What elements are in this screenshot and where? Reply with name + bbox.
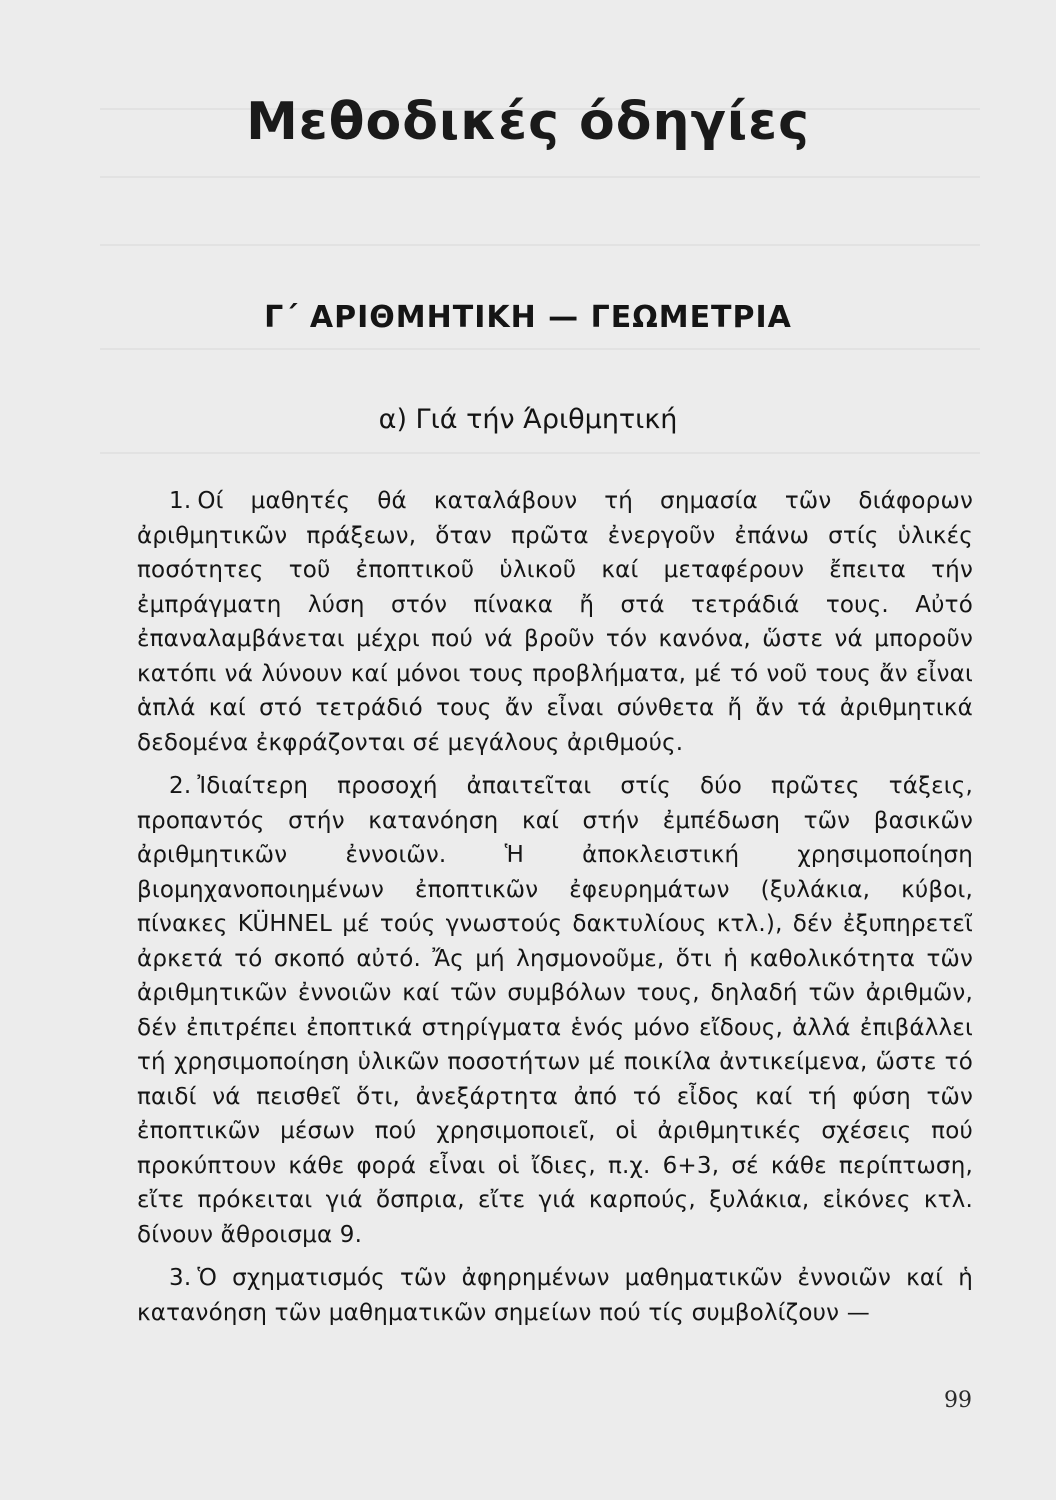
page-title: Μεθοδικές όδηγίες — [246, 92, 810, 152]
paragraph-number: 2. — [169, 773, 192, 799]
part-heading: Γ΄ ΑΡΙΘΜΗΤΙΚΗ — ΓΕΩΜΕΤΡΙΑ — [264, 300, 792, 335]
paragraph-number: 3. — [169, 1265, 192, 1291]
paragraph-3 — [137, 1261, 973, 1330]
paragraph-number: 1. — [169, 488, 192, 514]
paragraph-2 — [137, 769, 973, 1252]
bleed-through-line — [100, 244, 980, 246]
section-heading: α) Γιά τήν Άριθμητική — [378, 404, 678, 435]
page-number: 99 — [944, 1388, 972, 1413]
body-text — [137, 484, 973, 1339]
paragraph-text: Ἰδιαίτερη προσοχή ἀπαιτεῖται στίς δύο πρῶτες τάξεις, προπαντός στήν κατανόηση καί στήν ἐμπέδωση τῶν βασικῶν ἀριθμητικῶν ἐννοιῶν. Ἡ ἀποκλειστική χρησιμοποίηση βιομηχανοποιημένων ἐποπτικῶν ἐφευρημάτων (ξυλάκια, κύβοι, πίνακες KÜHNEL μέ τούς γνωστούς δακτυλίους κτλ.), δέν ἐξυπηρετεῖ ἀρκετά τό σκοπό αὐτό. Ἄς μή λησμονοῦμε, ὅτι ἡ καθολικότητα τῶν ἀριθμητικῶν ἐννοιῶν καί τῶν συμβόλων τους, δηλαδή τῶν ἀριθμῶν, δέν ἐπιτρέπει ἐποπτικά στηρίγματα ἑνός μόνο εἴδους, ἀλλά ἐπιβάλλει τή χρησιμοποίηση ὑλικῶν ποσοτήτων μέ ποικίλα ἀντικείμενα, ὥστε τό παιδί νά πεισθεῖ ὅτι, ἀνεξάρτητα ἀπό τό εἶδος καί τή φύση τῶν ἐποπτικῶν μέσων πού χρησιμοποιεῖ, οἱ ἀριθμητικές σχέσεις πού προκύπτουν κάθε φορά εἶναι οἱ ἴδιες, π.χ. 6+3, σέ κάθε περίπτωση, εἴτε πρόκειται γιά ὄσπρια, εἴτε γιά καρπούς, ξυλάκια, εἰκόνες κτλ. δίνουν ἄθροισμα 9. — [137, 773, 973, 1248]
paragraph-1 — [137, 484, 973, 760]
bleed-through-line — [100, 348, 980, 350]
paragraph-text: Ὁ σχηματισμός τῶν ἀφηρημένων μαθηματικῶν ἐννοιῶν καί ἡ κατανόηση τῶν μαθηματικῶν σημείων πού τίς συμβολίζουν — — [137, 1265, 973, 1326]
bleed-through-line — [100, 452, 980, 454]
bleed-through-line — [100, 176, 980, 178]
paragraph-text: Οί μαθητές θά καταλάβουν τή σημασία τῶν διάφορων ἀριθμητικῶν πράξεων, ὅταν πρῶτα ἐνεργοῦν ἐπάνω στίς ὑλικές ποσότητες τοῦ ἐποπτικοῦ ὑλικοῦ καί μεταφέρουν ἔπειτα τήν ἐμπράγματη λύση στόν πίνακα ἤ στά τετράδιά τους. Αὐτό ἐπαναλαμβάνεται μέχρι πού νά βροῦν τόν κανόνα, ὥστε νά μποροῦν κατόπι νά λύνουν καί μόνοι τους προβλήματα, μέ τό νοῦ τους ἄν εἶναι ἁπλά καί στό τετράδιό τους ἄν εἶναι σύνθετα ἤ ἄν τά ἀριθμητικά δεδομένα ἐκφράζονται σέ μεγάλους ἀριθμούς. — [137, 488, 973, 756]
